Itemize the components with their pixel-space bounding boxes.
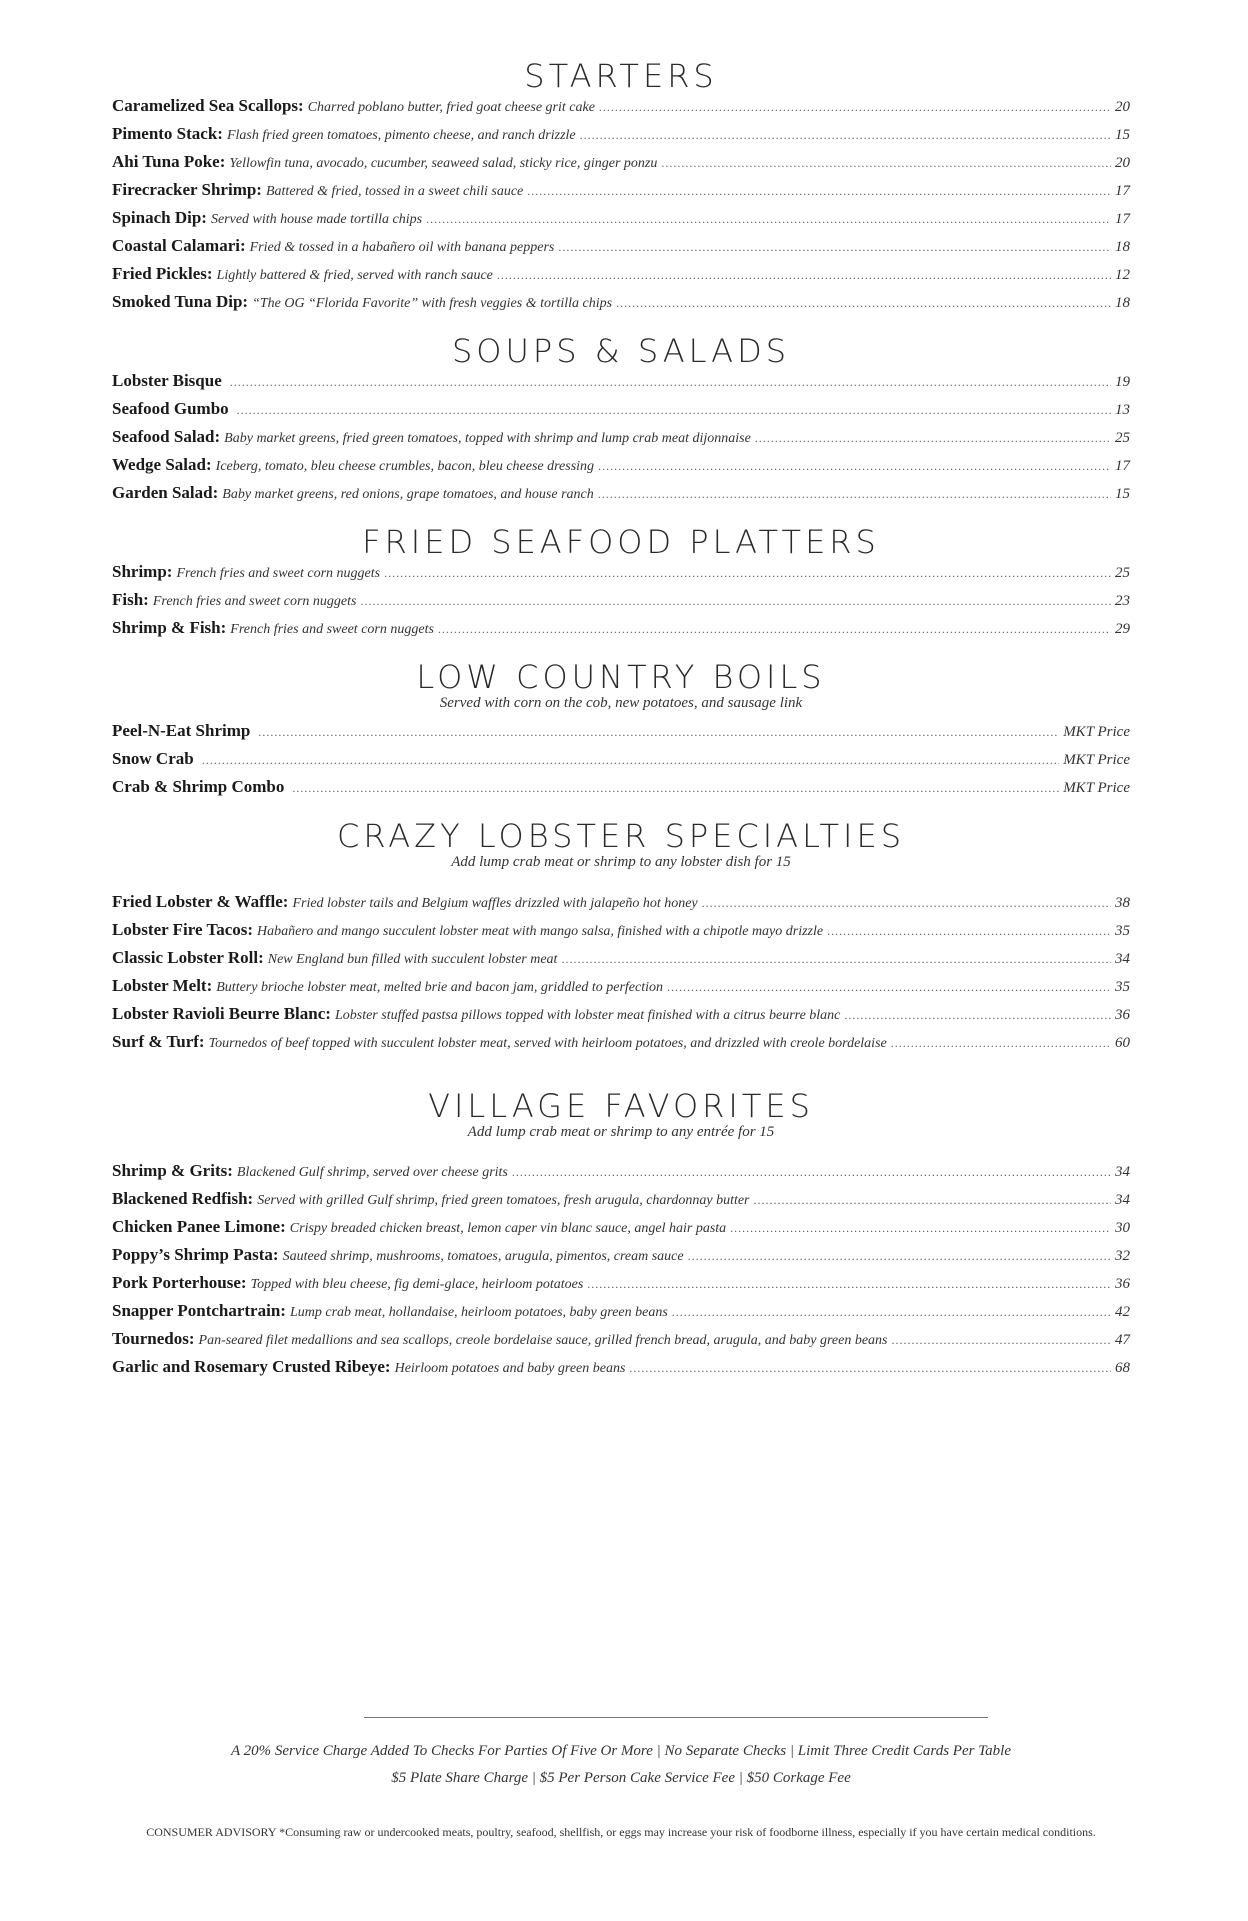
item-name: Lobster Bisque [112, 371, 222, 390]
footer-divider [364, 1717, 988, 1718]
item-price: 15 [1115, 486, 1130, 502]
leader-dots [667, 980, 1111, 995]
leader-dots [580, 128, 1111, 143]
item-desc: New England bun filled with succulent lobster meat [267, 952, 558, 967]
item-name: Coastal Calamari: [112, 236, 246, 255]
menu-item [112, 920, 1130, 942]
section-subtitle: Add lump crab meat or shrimp to any entrée for 15 [467, 1124, 775, 1140]
item-name: Firecracker Shrimp: [112, 180, 262, 199]
leader-dots [598, 487, 1111, 502]
item-price: 60 [1115, 1035, 1130, 1051]
item-desc: Lump crab meat, hollandaise, heirloom potatoes, baby green beans [289, 1305, 668, 1320]
item-desc: French fries and sweet corn nuggets [230, 622, 434, 637]
leader-dots [616, 296, 1111, 311]
item-price: 17 [1115, 211, 1130, 227]
item-name: Seafood Salad: [112, 427, 221, 446]
leader-dots [512, 1165, 1111, 1180]
item-price: MKT Price [1063, 780, 1130, 796]
item-price: 29 [1115, 621, 1130, 637]
menu-item [112, 399, 1130, 421]
item-name: Pork Porterhouse: [112, 1273, 247, 1292]
item-name: Snapper Pontchartrain: [112, 1301, 286, 1320]
menu-item [112, 264, 1130, 286]
item-name: Chicken Panee Limone: [112, 1217, 286, 1236]
item-price: 47 [1115, 1332, 1130, 1348]
menu-item [112, 371, 1130, 393]
item-desc: “The OG “Florida Favorite” with fresh veggies & tortilla chips [252, 296, 613, 311]
menu-item [112, 1329, 1130, 1351]
menu-item [112, 236, 1130, 258]
leader-dots [558, 240, 1111, 255]
menu-item [112, 590, 1130, 612]
leader-dots [292, 781, 1059, 796]
menu-item [112, 892, 1130, 914]
consumer-advisory: CONSUMER ADVISORY *Consuming raw or undercooked meats, poultry, seafood, shellfish, or eggs may increase your risk of foodborne illness, especially if you have certain medical conditions. [146, 1825, 1096, 1839]
item-name: Fried Pickles: [112, 264, 213, 283]
item-name: Crab & Shrimp Combo [112, 777, 285, 796]
item-name: Shrimp & Fish: [112, 618, 227, 637]
item-desc: Baby market greens, fried green tomatoes, topped with shrimp and lump crab meat dijonnaise [224, 431, 751, 446]
leader-dots [384, 566, 1111, 581]
item-name: Poppy’s Shrimp Pasta: [112, 1245, 279, 1264]
item-price: 42 [1115, 1304, 1130, 1320]
item-price: MKT Price [1063, 752, 1130, 768]
item-desc: Yellowfin tuna, avocado, cucumber, seaweed salad, sticky rice, ginger ponzu [229, 156, 658, 171]
leader-dots [629, 1361, 1111, 1376]
item-price: 17 [1115, 183, 1130, 199]
leader-dots [702, 896, 1111, 911]
menu-item [112, 96, 1130, 118]
leader-dots [497, 268, 1111, 283]
leader-dots [561, 952, 1111, 967]
menu-item [112, 208, 1130, 230]
item-desc: Served with house made tortilla chips [210, 212, 423, 227]
menu-item [112, 1189, 1130, 1211]
item-desc: Iceberg, tomato, bleu cheese crumbles, bacon, bleu cheese dressing [215, 459, 595, 474]
menu-item [112, 721, 1130, 743]
menu-item [112, 1357, 1130, 1379]
menu-item [112, 180, 1130, 202]
item-desc: Heirloom potatoes and baby green beans [394, 1361, 626, 1376]
section-subtitle: Served with corn on the cob, new potatoes, and sausage link [439, 695, 803, 711]
service-charge-note: A 20% Service Charge Added To Checks For Parties Of Five Or More | No Separate Checks | Limit Three Credit Cards Per Table [231, 1743, 1011, 1759]
item-price: 25 [1115, 430, 1130, 446]
item-desc: Topped with bleu cheese, fig demi-glace, heirloom potatoes [250, 1277, 584, 1292]
item-price: 20 [1115, 155, 1130, 171]
item-price: 18 [1115, 295, 1130, 311]
menu-item [112, 749, 1130, 771]
menu-item [112, 618, 1130, 640]
leader-dots [426, 212, 1111, 227]
item-name: Fried Lobster & Waffle: [112, 892, 289, 911]
item-desc: Blackened Gulf shrimp, served over cheese grits [236, 1165, 508, 1180]
item-price: 23 [1115, 593, 1130, 609]
item-price: 35 [1115, 923, 1130, 939]
item-price: 18 [1115, 239, 1130, 255]
leader-dots [598, 459, 1111, 474]
item-desc: Pan-seared filet medallions and sea scallops, creole bordelaise sauce, grilled french bread, arugula, and baby green beans [198, 1333, 888, 1348]
menu-item [112, 976, 1130, 998]
menu-item [112, 562, 1130, 584]
leader-dots [672, 1305, 1111, 1320]
leader-dots [755, 431, 1111, 446]
item-desc: Crispy breaded chicken breast, lemon caper vin blanc sauce, angel hair pasta [289, 1221, 727, 1236]
item-name: Shrimp & Grits: [112, 1161, 233, 1180]
item-desc: Battered & fried, tossed in a sweet chili sauce [265, 184, 524, 199]
leader-dots [202, 753, 1059, 768]
item-name: Peel-N-Eat Shrimp [112, 721, 251, 740]
leader-dots [754, 1193, 1111, 1208]
item-name: Caramelized Sea Scallops: [112, 96, 304, 115]
item-name: Snow Crab [112, 749, 194, 768]
item-desc: Lightly battered & fried, served with ranch sauce [216, 268, 493, 283]
leader-dots [688, 1249, 1111, 1264]
item-price: 30 [1115, 1220, 1130, 1236]
item-desc: Baby market greens, red onions, grape tomatoes, and house ranch [222, 487, 594, 502]
item-name: Shrimp: [112, 562, 173, 581]
item-name: Wedge Salad: [112, 455, 212, 474]
leader-dots [730, 1221, 1111, 1236]
item-desc: Fried lobster tails and Belgium waffles drizzled with jalapeño hot honey [292, 896, 698, 911]
item-price: 34 [1115, 951, 1130, 967]
item-price: 25 [1115, 565, 1130, 581]
item-name: Surf & Turf: [112, 1032, 205, 1051]
item-price: 68 [1115, 1360, 1130, 1376]
item-price: 35 [1115, 979, 1130, 995]
section-title-village-favorites: VILLAGE FAVORITES [428, 1087, 814, 1125]
menu-item [112, 124, 1130, 146]
item-price: 12 [1115, 267, 1130, 283]
menu-item [112, 1004, 1130, 1026]
item-name: Pimento Stack: [112, 124, 223, 143]
section-title-soups-salads: SOUPS & SALADS [451, 332, 791, 370]
menu-item [112, 777, 1130, 799]
leader-dots [258, 725, 1059, 740]
leader-dots [237, 403, 1111, 418]
menu-item [112, 1245, 1130, 1267]
item-name: Tournedos: [112, 1329, 195, 1348]
menu-item [112, 1032, 1130, 1054]
menu-item [112, 455, 1130, 477]
item-price: 32 [1115, 1248, 1130, 1264]
item-name: Fish: [112, 590, 149, 609]
section-title-low-country-boils: LOW COUNTRY BOILS [416, 658, 826, 696]
item-price: 19 [1115, 374, 1130, 390]
item-desc: Charred poblano butter, fried goat cheese grit cake [307, 100, 595, 115]
item-name: Seafood Gumbo [112, 399, 229, 418]
item-price: 15 [1115, 127, 1130, 143]
menu-item [112, 1161, 1130, 1183]
item-desc: Fried & tossed in a habañero oil with banana peppers [249, 240, 555, 255]
item-price: 13 [1115, 402, 1130, 418]
menu-page [112, 0, 1130, 1921]
menu-item [112, 1273, 1130, 1295]
menu-item [112, 427, 1130, 449]
leader-dots [827, 924, 1111, 939]
leader-dots [891, 1036, 1111, 1051]
item-price: 36 [1115, 1007, 1130, 1023]
item-desc: Lobster stuffed pastsa pillows topped with lobster meat finished with a citrus beurre blanc [334, 1008, 841, 1023]
leader-dots [527, 184, 1111, 199]
leader-dots [230, 375, 1111, 390]
item-name: Lobster Melt: [112, 976, 213, 995]
section-title-starters: STARTERS [524, 57, 718, 95]
item-desc: Served with grilled Gulf shrimp, fried green tomatoes, fresh arugula, chardonnay butter [257, 1193, 750, 1208]
item-name: Ahi Tuna Poke: [112, 152, 226, 171]
menu-item [112, 152, 1130, 174]
item-name: Blackened Redfish: [112, 1189, 254, 1208]
item-price: 34 [1115, 1192, 1130, 1208]
fees-note: $5 Plate Share Charge | $5 Per Person Cake Service Fee | $50 Corkage Fee [391, 1770, 851, 1786]
menu-item [112, 948, 1130, 970]
leader-dots [438, 622, 1111, 637]
item-name: Classic Lobster Roll: [112, 948, 264, 967]
item-desc: French fries and sweet corn nuggets [176, 566, 381, 581]
item-name: Spinach Dip: [112, 208, 207, 227]
item-desc: Habañero and mango succulent lobster meat with mango salsa, finished with a chipotle mayo drizzle [257, 924, 824, 939]
item-price: 36 [1115, 1276, 1130, 1292]
item-name: Smoked Tuna Dip: [112, 292, 249, 311]
item-price: 34 [1115, 1164, 1130, 1180]
item-name: Garden Salad: [112, 483, 219, 502]
item-price: 38 [1115, 895, 1130, 911]
section-title-lobster-specialties: CRAZY LOBSTER SPECIALTIES [337, 817, 905, 855]
item-desc: Buttery brioche lobster meat, melted brie and bacon jam, griddled to perfection [216, 980, 663, 995]
section-subtitle: Add lump crab meat or shrimp to any lobster dish for 15 [451, 854, 791, 870]
item-price: MKT Price [1063, 724, 1130, 740]
menu-item [112, 1217, 1130, 1239]
leader-dots [599, 100, 1111, 115]
leader-dots [844, 1008, 1111, 1023]
item-name: Lobster Ravioli Beurre Blanc: [112, 1004, 331, 1023]
item-price: 20 [1115, 99, 1130, 115]
menu-item [112, 483, 1130, 505]
leader-dots [892, 1333, 1111, 1348]
leader-dots [587, 1277, 1111, 1292]
item-desc: Sauteed shrimp, mushrooms, tomatoes, arugula, pimentos, cream sauce [282, 1249, 684, 1264]
item-name: Garlic and Rosemary Crusted Ribeye: [112, 1357, 391, 1376]
item-desc: Flash fried green tomatoes, pimento cheese, and ranch drizzle [226, 128, 576, 143]
menu-item [112, 292, 1130, 314]
item-desc: Tournedos of beef topped with succulent lobster meat, served with heirloom potatoes, and drizzled with creole bordelaise [208, 1036, 887, 1051]
item-name: Lobster Fire Tacos: [112, 920, 254, 939]
item-desc: French fries and sweet corn nuggets [152, 594, 357, 609]
item-price: 17 [1115, 458, 1130, 474]
leader-dots [360, 594, 1111, 609]
section-title-fried-seafood: FRIED SEAFOOD PLATTERS [362, 523, 880, 561]
leader-dots [661, 156, 1111, 171]
menu-item [112, 1301, 1130, 1323]
